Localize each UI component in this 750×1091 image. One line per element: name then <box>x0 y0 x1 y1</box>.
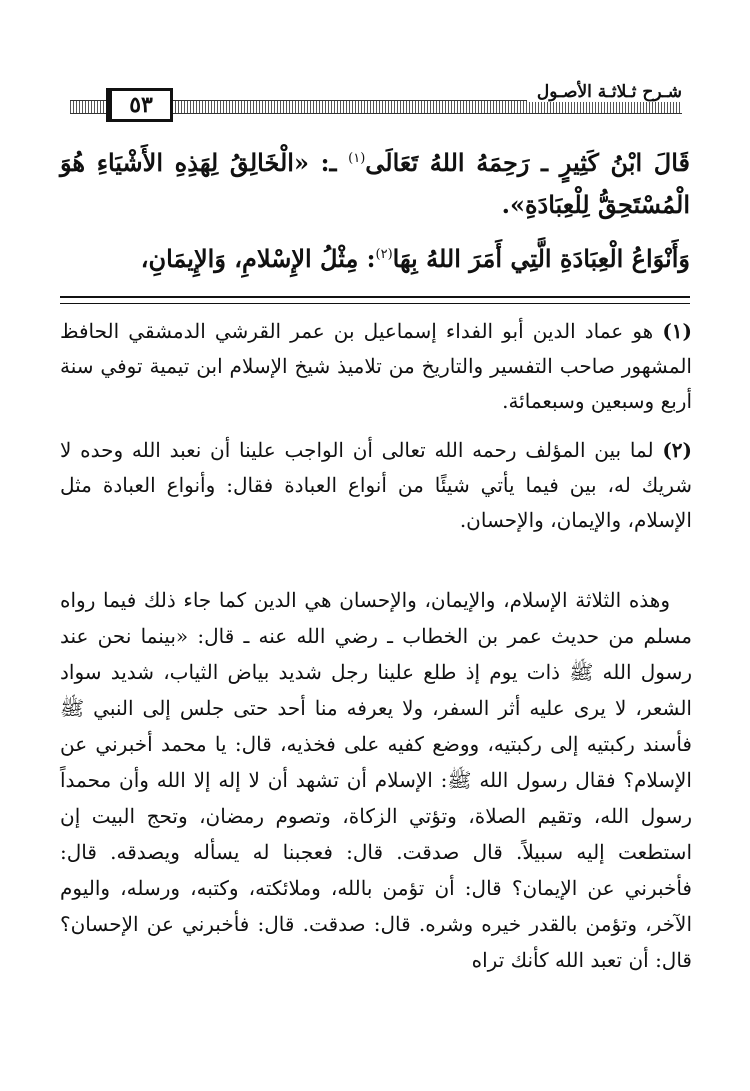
footnote-2 <box>60 433 692 538</box>
page-number: ٥٣ <box>106 88 173 122</box>
footnote-1-text: هو عماد الدين أبو الفداء إسماعيل بن عمر القرشي الدمشقي الحافظ المشهور صاحب التفسير والتاريخ من تلاميذ شيخ الإسلام ابن تيمية توفي سنة أربع وسبعين وسبعمائة. <box>60 319 692 413</box>
commentary <box>60 582 692 978</box>
main-line1-b: ـ: «الْخَالِقُ لِهَذِهِ الأَشْيَاءِ هُوَ الْمُسْتَحِقُّ لِلْعِبَادَةِ». <box>60 148 690 219</box>
footnote-1 <box>60 314 692 419</box>
footnote-ref-2: (٢) <box>375 247 393 262</box>
footnote-2-text: لما بين المؤلف رحمه الله تعالى أن الواجب علينا أن نعبد الله وحده لا شريك له، بين فيما يأتي شيئًا من أنواع العبادة فقال: وأنواع العبادة مثل الإسلام، والإيمان، والإحسان. <box>60 438 692 532</box>
main-paragraph-1 <box>60 138 690 226</box>
main-line1-a: قَالَ ابْنُ كَثِيرٍ ـ رَحِمَهُ اللهُ تَعَالَى <box>365 148 690 177</box>
running-title: شـرح ثـلاثـة الأصـول <box>527 82 682 102</box>
footnote-2-number: (٢) <box>662 438 692 462</box>
footnote-divider <box>60 296 690 304</box>
main-line2-b: : مِثْلُ الإِسْلامِ، وَالإِيمَانِ، <box>140 244 376 273</box>
main-text <box>60 138 690 280</box>
footnote-1-number: (١) <box>662 319 692 343</box>
commentary-paragraph: وهذه الثلاثة الإسلام، والإيمان، والإحسان هي الدين كما جاء ذلك فيما رواه مسلم من حديث عمر بن الخطاب ـ رضي الله عنه ـ قال: «بينما نحن عند رسول الله ﷺ ذات يوم إذ طلع علينا رجل شديد بياض الثياب، شديد سواد الشعر، لا يرى عليه أثر السفر، ولا يعرفه منا أحد حتى جلس إلى النبي ﷺ فأسند ركبتيه إلى ركبتيه، ووضع كفيه على فخذيه، قال: يا محمد أخبرني عن الإسلام؟ فقال رسول الله ﷺ: الإسلام أن تشهد أن لا إله إلا الله وأن محمداً رسول الله، وتقيم الصلاة، وتؤتي الزكاة، وتصوم رمضان، وتحج البيت إن استطعت إليه سبيلاً. قال صدقت. قال: فعجبنا له يسأله ويصدقه. قال: فأخبرني عن الإيمان؟ قال: أن تؤمن بالله، وملائكته، وكتبه، ورسله، واليوم الآخر، وتؤمن بالقدر خيره وشره. قال: صدقت. قال: فأخبرني عن الإحسان؟ قال: أن تعبد الله كأنك تراه <box>60 588 692 972</box>
footnote-ref-1: (١) <box>348 151 366 166</box>
main-line2-a: وَأَنْوَاعُ الْعِبَادَةِ الَّتِي أَمَرَ اللهُ بِهَا <box>392 244 690 273</box>
main-paragraph-2 <box>60 234 690 280</box>
footnotes <box>60 314 692 552</box>
page-header <box>70 84 682 120</box>
